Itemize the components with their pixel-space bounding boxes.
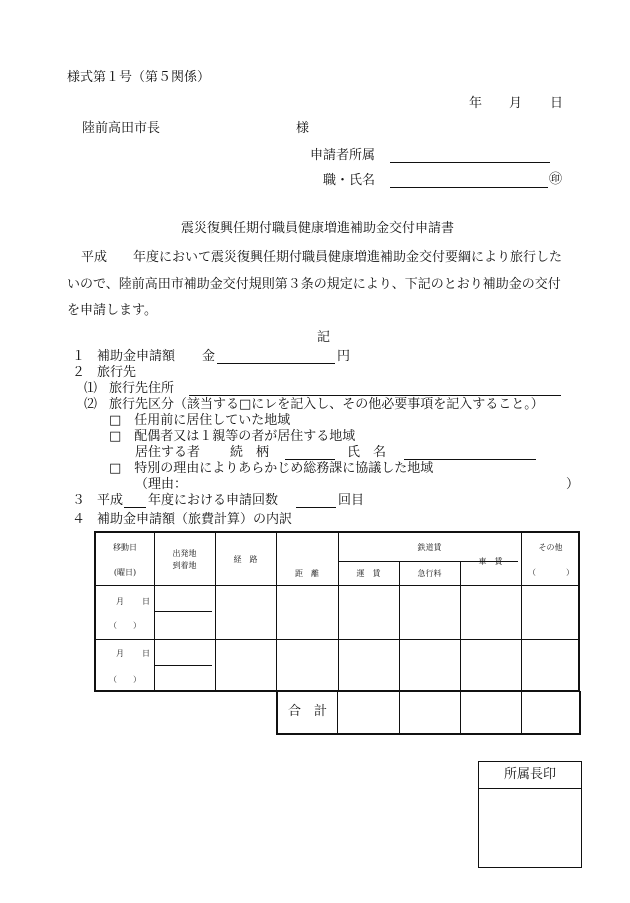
reason-open: （理由： xyxy=(135,477,188,492)
total-vline xyxy=(460,691,461,733)
header-weekday: (曜日) xyxy=(113,568,137,577)
body-line-3: を申請します。 xyxy=(67,303,157,318)
item3-year-field[interactable] xyxy=(124,492,146,508)
applicant-name-field[interactable] xyxy=(390,172,548,188)
date-day: 日 xyxy=(550,96,564,111)
row1-weekday: （ ） xyxy=(109,621,141,630)
row2-month: 月 xyxy=(116,649,124,658)
travel-address-field[interactable] xyxy=(189,380,561,396)
row2-day: 日 xyxy=(142,649,150,658)
header-other: その他 xyxy=(538,543,563,552)
ki-heading: 記 xyxy=(317,330,331,345)
date-year: 年 xyxy=(469,96,483,111)
applicant-dept-label: 申請者所属 xyxy=(310,148,376,163)
table-vline xyxy=(276,533,277,690)
travel-expense-table xyxy=(94,531,580,692)
table-vline xyxy=(338,533,339,690)
total-vline xyxy=(521,691,522,733)
total-vline xyxy=(399,691,400,733)
item1-yen: 円 xyxy=(337,349,351,364)
item1-amount-field[interactable] xyxy=(217,348,335,364)
item3-count-field[interactable] xyxy=(296,492,336,508)
item1-number: １ xyxy=(72,349,86,364)
header-other-paren-close: ） xyxy=(566,568,574,577)
reason-close: ） xyxy=(566,477,580,492)
header-depart: 出発地 xyxy=(172,549,197,558)
item2-2-label: 旅行先区分（該当する□にレを記入し、その他必要事項を記入すること。） xyxy=(109,397,544,412)
header-distance: 距 離 xyxy=(295,569,319,578)
row2-weekday: （ ） xyxy=(109,675,141,684)
item2-number: ２ xyxy=(72,365,86,380)
item3-text: 年度における申請回数 xyxy=(148,493,279,508)
applicant-name-label: 職・氏名 xyxy=(323,173,376,188)
header-date: 移動日 xyxy=(113,543,137,552)
table-vline xyxy=(521,533,522,690)
item2-label: 旅行先 xyxy=(97,365,137,380)
item2-1-label: 旅行先住所 xyxy=(109,381,175,396)
total-row xyxy=(276,691,581,735)
header-other-paren-open: （ xyxy=(528,568,536,577)
item3-unit: 回目 xyxy=(338,493,365,508)
resident-name-label: 氏 名 xyxy=(347,445,387,460)
applicant-dept-field[interactable] xyxy=(390,147,550,163)
item3-prefix: 平成 xyxy=(97,493,124,508)
header-rail: 鉄道賃 xyxy=(417,543,442,552)
table-hline xyxy=(154,611,212,612)
table-vline xyxy=(460,561,461,690)
relation-label: 続 柄 xyxy=(230,445,270,460)
header-fare: 運 賃 xyxy=(356,569,381,578)
resident-label: 居住する者 xyxy=(135,445,201,460)
header-express: 急行料 xyxy=(417,569,442,578)
form-number: 様式第１号（第５関係） xyxy=(67,70,211,85)
item2-2-number: ⑵ xyxy=(84,397,98,412)
header-car: 車 賃 xyxy=(478,557,503,566)
relation-field[interactable] xyxy=(285,444,335,460)
option-3[interactable]: □ 特別の理由によりあらかじめ総務課に協議した地域 xyxy=(109,461,434,476)
total-vline xyxy=(337,691,338,733)
row1-month: 月 xyxy=(116,597,124,606)
date-month: 月 xyxy=(509,96,523,111)
header-route: 経 路 xyxy=(233,555,258,564)
option-1[interactable]: □ 任用前に居住していた地域 xyxy=(109,413,291,428)
table-hline xyxy=(96,585,578,586)
addressee: 陸前高田市長 xyxy=(82,121,161,136)
table-hline xyxy=(154,665,212,666)
item4-number: ４ xyxy=(72,512,86,527)
option-2[interactable]: □ 配偶者又は１親等の者が居住する地域 xyxy=(109,429,356,444)
total-label: 合 計 xyxy=(288,704,328,719)
item1-label: 補助金申請額 xyxy=(97,349,176,364)
seal-icon: ㊞ xyxy=(549,172,563,187)
table-hline xyxy=(96,639,578,640)
table-vline xyxy=(399,561,400,690)
supervisor-seal-label: 所属長印 xyxy=(479,762,581,789)
resident-name-field[interactable] xyxy=(404,444,536,460)
document-title: 震災復興任期付職員健康増進補助金交付申請書 xyxy=(181,221,455,236)
header-arrive: 到着地 xyxy=(172,561,197,570)
row1-day: 日 xyxy=(142,597,150,606)
item3-number: ３ xyxy=(72,493,86,508)
addressee-honorific: 様 xyxy=(296,121,310,136)
item2-1-number: ⑴ xyxy=(84,381,98,396)
body-line-2: いので、陸前高田市補助金交付規則第３条の規定により、下記のとおり補助金の交付 xyxy=(67,277,561,292)
item4-label: 補助金申請額（旅費計算）の内訳 xyxy=(97,512,293,527)
supervisor-seal-box xyxy=(478,761,582,868)
body-line-1: 平成 年度において震災復興任期付職員健康増進補助金交付要綱により旅行した xyxy=(81,250,563,265)
item1-kin: 金 xyxy=(202,349,216,364)
